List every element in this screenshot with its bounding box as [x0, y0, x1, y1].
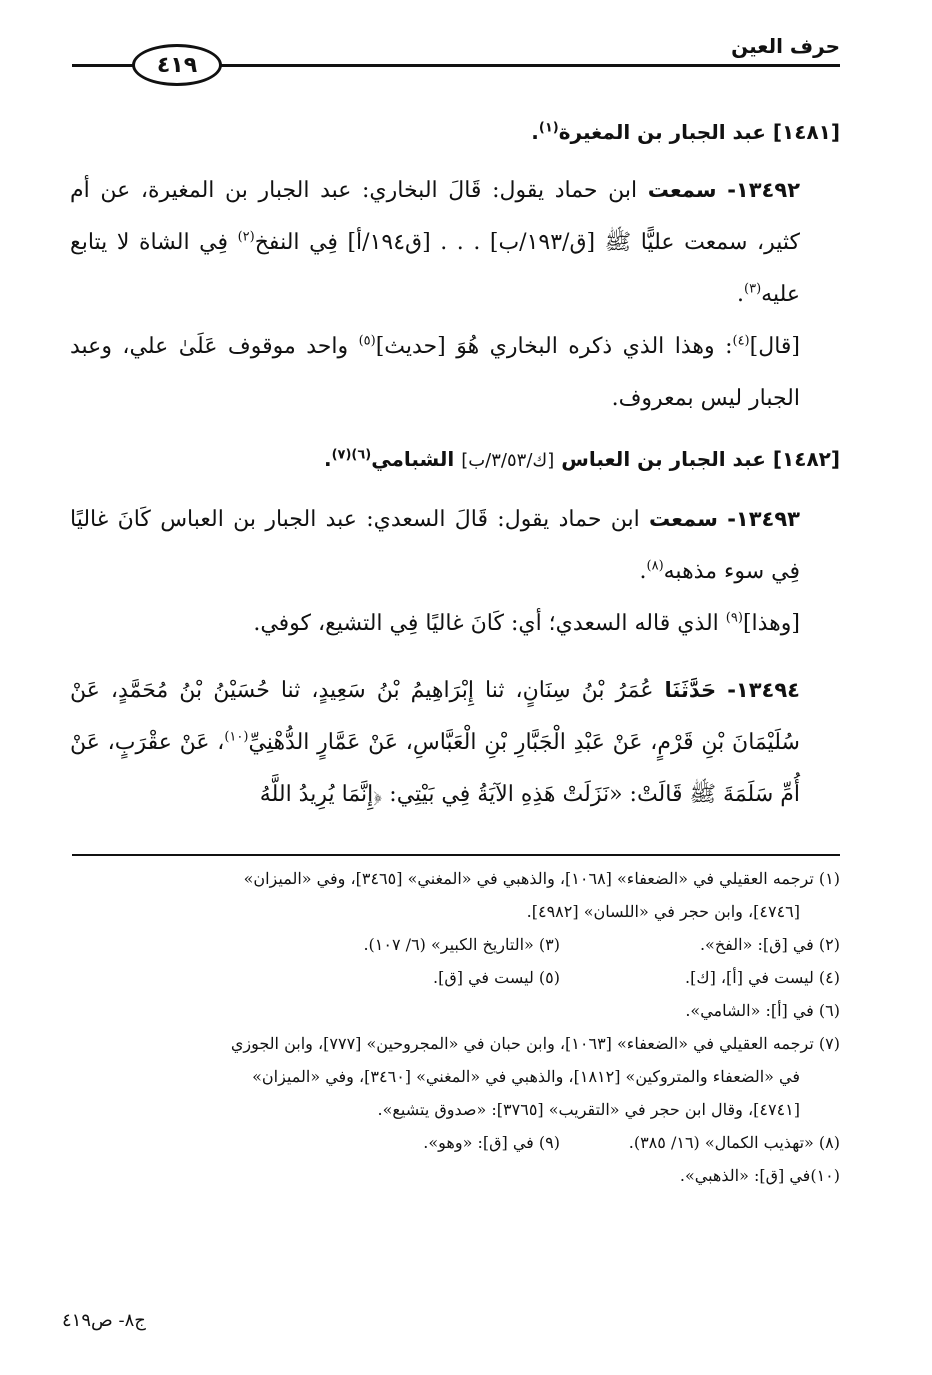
- footnote-row-4-5: [70, 961, 840, 994]
- entry-heading-1482: [١٤٨٢] عبد الجبار بن العباس [ك/٣/٥٣/ب] الشبامي$^{(٦)(٧)}$.: [323, 447, 840, 471]
- hadith-13493-text: ١٣٤٩٣- سمعت ابن حماد يقول: قَالَ السعدي: عبد الجبار بن العباس كَانَ غاليًا فِي سوء مذهبه$^{(٨)}$.: [70, 507, 800, 584]
- footnote-row-8-9: [70, 1126, 840, 1159]
- footnote-9: (٩) في [ق]: «وهو».: [423, 1133, 560, 1152]
- narration-verb: سمعت: [649, 507, 718, 531]
- entry-heading-1481: [١٤٨١] عبد الجبار بن المغيرة$^{(١)}$.: [531, 120, 840, 144]
- footnote-10: (١٠)في [ق]: «الذهبي».: [679, 1166, 840, 1185]
- footnote-1-cont: [٤٧٤٦]، وابن حجر في «اللسان» [٤٩٨٢].: [526, 902, 800, 921]
- footnote-ref: (٣): [744, 281, 762, 297]
- footnote-ref: (٥): [358, 333, 376, 349]
- footnote-ref: (٦)(٧): [331, 447, 372, 463]
- hadith-number: ١٣٤٩٢-: [727, 178, 801, 202]
- hadith-13494-text: ١٣٤٩٤- حَدَّثَنَا عُمَرُ بْنُ سِنَانٍ، ثنا إِبْرَاهِيمُ بْنُ سَعِيدٍ، ثنا حُسَيْنُ بْنُ مُحَمَّدٍ، عَنْ سُلَيْمَانَ بْنِ قَرْمٍ، عَنْ عَبْدِ الْجَبَّارِ بْنِ الْعَبَّاسِ، عَنْ عَمَّارٍ الدُّهْنِيِّ$^{(١٠)}$، عَنْ عقْرَبٍ، عَنْ أُمِّ سَلَمَةَ ﷺ قَالَتْ: «نَزَلَتْ هَذِهِ الآيَةُ فِي بَيْتِي: ﴿إِنَّمَا يُرِيدُ اللَّهُ: [70, 678, 800, 807]
- running-title: حرف العين: [731, 34, 840, 58]
- footnote-6: (٦) في [أ]: «الشامي».: [685, 1001, 840, 1020]
- footnote-1: (١) ترجمه العقيلي في «الضعفاء» [١٠٦٨]، والذهبي في «المغني» [٣٤٦٥]، وفي «الميزان»: [243, 869, 840, 888]
- footnote-ref: (١): [538, 120, 559, 136]
- footnote-ref: (٢): [237, 229, 255, 245]
- footnote-4: (٤) ليست في [أ]، [ك].: [685, 968, 840, 987]
- main-text: [70, 112, 840, 821]
- footnote-ref: (٨): [646, 558, 664, 574]
- hadith-13492-comment: [قال]$^{(٤)}$: وهذا الذي ذكره البخاري هُوَ [حديث]$^{(٥)}$ واحد موقوف عَلَىٰ علي، وعبد الجبار ليس بمعروف.: [70, 333, 800, 411]
- hadith-number: ١٣٤٩٤-: [727, 678, 800, 702]
- footnote-7-cont-1: في «الضعفاء والمتروكين» [١٨١٢]، والذهبي في «المغني» [٣٤٦٠]، وفي «الميزان»: [252, 1067, 800, 1086]
- footnote-5: (٥) ليست في [ق].: [433, 968, 560, 987]
- narration-verb: حَدَّثَنَا: [664, 678, 717, 702]
- footnote-2: (٢) في [ق]: «الفخ».: [699, 935, 840, 954]
- footnote-3: (٣) «التاريخ الكبير» (٦/ ١٠٧).: [363, 935, 560, 954]
- footnote-row-2-3: [70, 928, 840, 961]
- footnote-7: (٧) ترجمه العقيلي في «الضعفاء» [١٠٦٣]، وابن حبان في «المجروحين» [٧٧٧]، وابن الجوزي: [230, 1034, 840, 1053]
- hadith-number: ١٣٤٩٣-: [727, 507, 800, 531]
- hadith-13493-comment: [وهذا]$^{(٩)}$ الذي قاله السعدي؛ أي: كَانَ غاليًا فِي التشيع، كوفي.: [253, 610, 800, 636]
- footnotes: [70, 862, 840, 1192]
- footnote-7-cont-2: [٤٧٤١]، وقال ابن حجر في «التقريب» [٣٧٦٥]: «صدوق يتشيع».: [377, 1100, 800, 1119]
- footnote-rule: [72, 854, 840, 856]
- footnote-ref: (١٠): [224, 729, 249, 745]
- page-number-badge: ٤١٩: [132, 44, 222, 86]
- hadith-13492-text: ١٣٤٩٢- سمعت ابن حماد يقول: قَالَ البخاري: عبد الجبار بن المغيرة، عن أم كثير، سمعت عليًّا ﷺ [ق/١٩٣/ب] . . . [ق١٩٤/أ] فِي النفخ$^{(٢)}$ فِي الشاة لا يتابع عليه$^{(٣)}$.: [70, 178, 801, 307]
- narration-verb: سمعت: [647, 178, 717, 202]
- footnote-ref: (٤): [732, 333, 750, 349]
- footnote-ref: (٩): [725, 610, 743, 626]
- footnote-8: (٨) «تهذيب الكمال» (١٦/ ٣٨٥).: [628, 1133, 840, 1152]
- volume-page-signature: ج٨- ص٤١٩: [62, 1310, 146, 1331]
